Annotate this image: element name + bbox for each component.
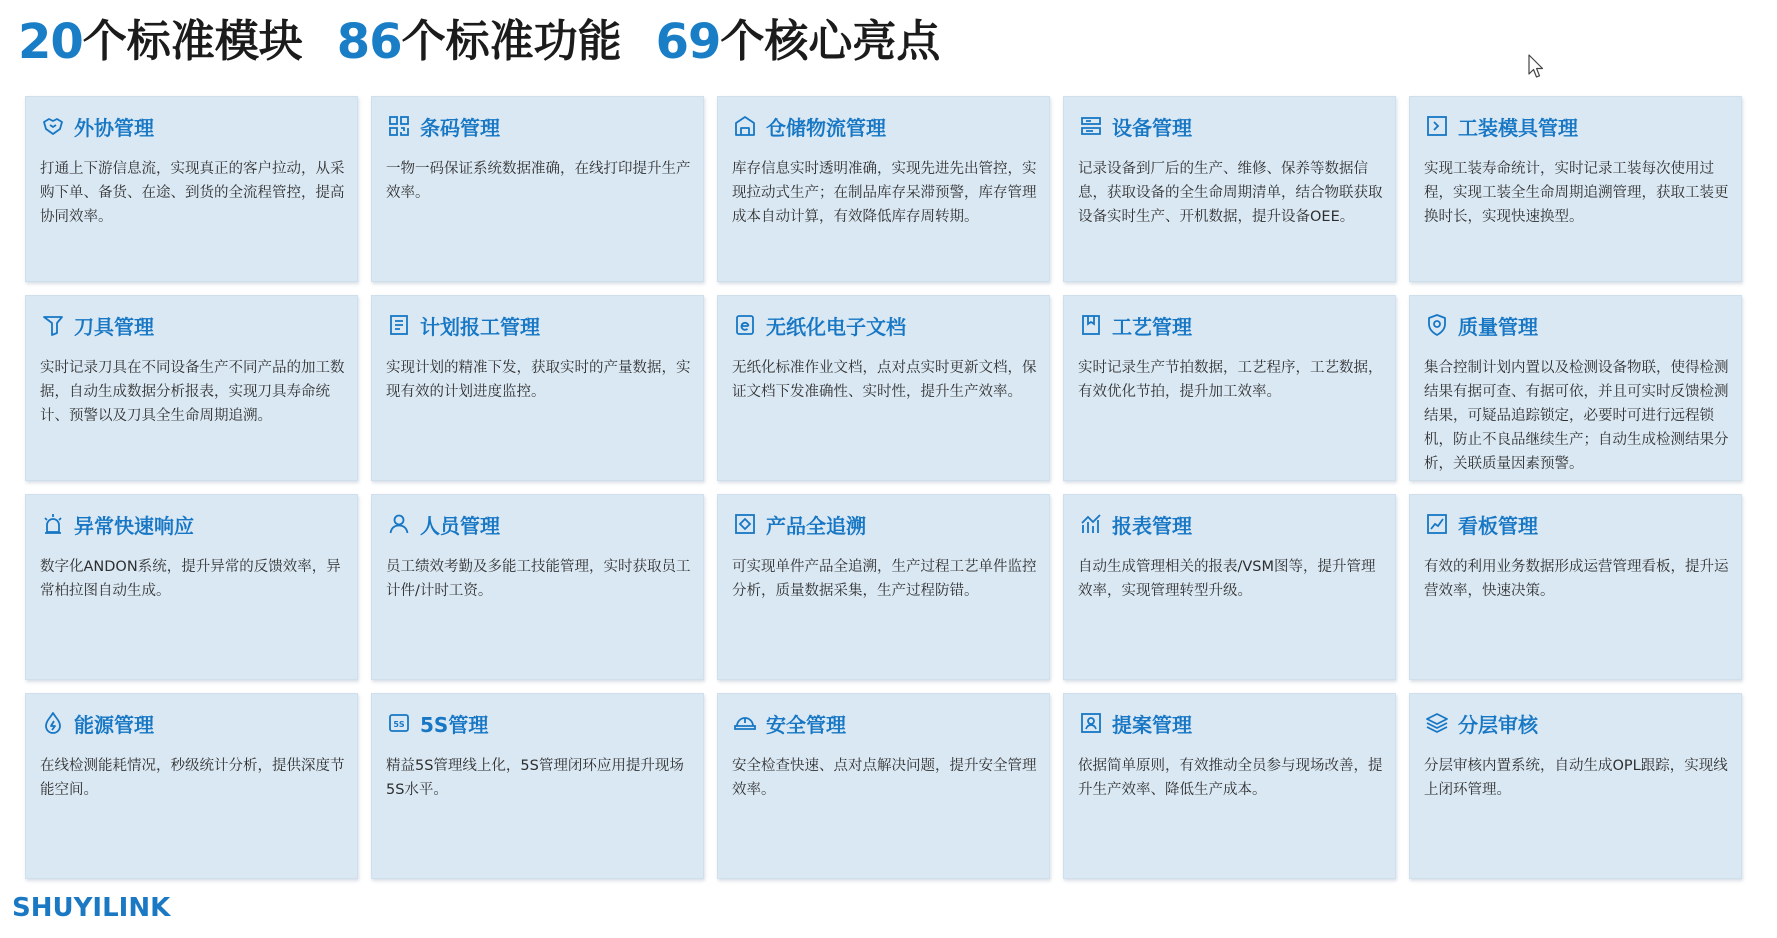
energy-drop-icon [40,710,66,736]
card-title: 质量管理 [1458,314,1538,339]
card-description: 集合控制计划内置以及检测设备物联，使得检测结果有据可查、有据可依，并且可实时反馈检测结果，可疑品追踪锁定，必要时可进行远程锁机，防止不良品继续生产；自动生成检测结果分析，关联质量因素预警。 [1424,360,1729,472]
card-title: 提案管理 [1112,712,1192,737]
5s-badge-icon [386,710,412,736]
module-card-layered-audit[interactable] [1409,693,1742,879]
card-description: 实时记录刀具在不同设备生产不同产品的加工数据，自动生成数据分析报表，实现刀具寿命统计、预警以及刀具全生命周期追溯。 [40,360,345,424]
module-card-barcode[interactable] [371,96,704,282]
mouse-cursor-icon [1527,54,1545,80]
trace-icon [732,511,758,537]
card-description: 实时记录生产节拍数据，工艺程序，工艺数据，有效优化节拍，提升加工效率。 [1078,360,1383,400]
module-card-report[interactable] [1063,494,1396,680]
card-header [386,708,693,738]
module-grid [25,96,1742,879]
card-title: 安全管理 [766,712,846,737]
card-header [732,310,1039,340]
card-title: 条码管理 [420,115,500,140]
stat-number: 86 [336,14,402,70]
document-icon [732,312,758,338]
card-title: 人员管理 [420,513,500,538]
stat-number: 69 [655,14,721,70]
card-title: 外协管理 [74,115,154,140]
shield-icon [1424,312,1450,338]
card-header [1078,509,1385,539]
equipment-icon [1078,113,1104,139]
tool-icon [40,312,66,338]
card-header [732,111,1039,141]
proposal-icon [1078,710,1104,736]
card-description: 有效的利用业务数据形成运营管理看板，提升运营效率，快速决策。 [1424,559,1729,599]
brand-logo: SHUYILINK [12,893,171,923]
card-header [1424,111,1731,141]
card-header [386,310,693,340]
card-description: 自动生成管理相关的报表/VSM图等，提升管理效率，实现管理转型升级。 [1078,559,1376,599]
card-header [40,310,347,340]
plan-list-icon [386,312,412,338]
card-description: 分层审核内置系统，自动生成OPL跟踪，实现线上闭环管理。 [1424,758,1728,798]
handshake-icon [40,113,66,139]
card-description: 可实现单件产品全追溯，生产过程工艺单件监控分析，质量数据采集，生产过程防错。 [732,559,1037,599]
card-header [40,509,347,539]
stat-label: 个核心亮点 [720,16,941,67]
card-description: 安全检查快速、点对点解决问题，提升安全管理效率。 [732,758,1037,798]
card-title: 仓储物流管理 [766,115,886,140]
card-title: 报表管理 [1112,513,1192,538]
dashboard-icon [1424,511,1450,537]
warehouse-icon [732,113,758,139]
card-title: 看板管理 [1458,513,1538,538]
module-card-process[interactable] [1063,295,1396,481]
card-title: 产品全追溯 [766,513,866,538]
stat-functions [337,14,622,70]
module-card-dashboard[interactable] [1409,494,1742,680]
report-chart-icon [1078,511,1104,537]
card-title: 计划报工管理 [420,314,540,339]
process-flag-icon [1078,312,1104,338]
card-header [386,111,693,141]
card-title: 5S管理 [420,712,489,737]
stat-label: 个标准模块 [82,16,303,67]
card-header [1078,310,1385,340]
card-title: 分层审核 [1458,712,1538,737]
card-title: 异常快速响应 [74,513,194,538]
helmet-icon [732,710,758,736]
card-description: 员工绩效考勤及多能工技能管理，实时获取员工计件/计时工资。 [386,559,691,599]
mold-icon [1424,113,1450,139]
card-header [1424,708,1731,738]
stat-highlights [656,14,941,70]
card-description: 依据简单原则，有效推动全员参与现场改善，提升生产效率、降低生产成本。 [1078,758,1383,798]
card-header [40,111,347,141]
module-card-quality[interactable] [1409,295,1742,481]
card-header [732,708,1039,738]
card-description: 数字化ANDON系统，提升异常的反馈效率，异常柏拉图自动生成。 [40,559,341,599]
card-description: 记录设备到厂后的生产、维修、保养等数据信息，获取设备的全生命周期清单，结合物联获取设备实时生产、开机数据，提升设备OEE。 [1078,161,1383,225]
card-description: 打通上下游信息流，实现真正的客户拉动，从采购下单、备货、在途、到货的全流程管控，提高协同效率。 [40,161,345,225]
card-title: 设备管理 [1112,115,1192,140]
barcode-grid-icon [386,113,412,139]
card-header [1424,310,1731,340]
card-description: 实现计划的精准下发，获取实时的产量数据，实现有效的计划进度监控。 [386,360,691,400]
card-title: 工艺管理 [1112,314,1192,339]
stat-modules [18,14,303,70]
card-title: 工装模具管理 [1458,115,1578,140]
alarm-light-icon [40,511,66,537]
layers-icon [1424,710,1450,736]
stat-number: 20 [18,14,83,70]
card-header [732,509,1039,539]
module-card-equipment[interactable] [1063,96,1396,282]
module-card-warehouse[interactable] [717,96,1050,282]
module-card-mold[interactable] [1409,96,1742,282]
card-title: 无纸化电子文档 [766,314,906,339]
svg-text:5S: 5S [393,720,405,729]
module-card-safety[interactable] [717,693,1050,879]
card-description: 无纸化标准作业文档，点对点实时更新文档，保证文档下发准确性、实时性，提升生产效率。 [732,360,1037,400]
module-card-tool[interactable] [25,295,358,481]
card-title: 刀具管理 [74,314,154,339]
module-card-andon[interactable] [25,494,358,680]
module-card-document[interactable] [717,295,1050,481]
card-description: 精益5S管理线上化，5S管理闭环应用提升现场5S水平。 [386,758,684,798]
module-card-proposal[interactable] [1063,693,1396,879]
module-card-energy[interactable] [25,693,358,879]
card-description: 一物一码保证系统数据准确，在线打印提升生产效率。 [386,161,691,201]
module-card-trace[interactable] [717,494,1050,680]
card-description: 实现工装寿命统计，实时记录工装每次使用过程，实现工装全生命周期追溯管理，获取工装更换时长，实现快速换型。 [1424,161,1729,225]
card-title: 能源管理 [74,712,154,737]
module-card-personnel[interactable] [371,494,704,680]
module-card-outsourcing[interactable] [25,96,358,282]
module-card-5s[interactable] [371,693,704,879]
stat-label: 个标准功能 [401,16,622,67]
card-header [386,509,693,539]
card-description: 库存信息实时透明准确，实现先进先出管控，实现拉动式生产；在制品库存呆滞预警，库存管理成本自动计算，有效降低库存周转期。 [732,161,1037,225]
card-header [40,708,347,738]
card-header [1424,509,1731,539]
headline [18,10,974,70]
card-header [1078,111,1385,141]
module-card-plan[interactable] [371,295,704,481]
person-icon [386,511,412,537]
card-description: 在线检测能耗情况，秒级统计分析，提供深度节能空间。 [40,758,345,798]
card-header [1078,708,1385,738]
